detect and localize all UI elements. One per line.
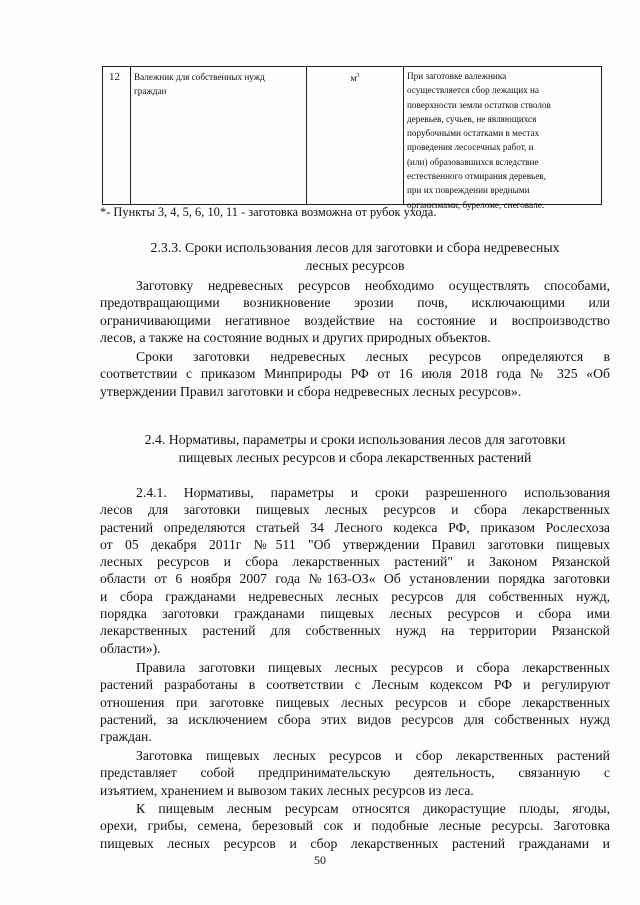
text-line: Правила заготовки пищевых лесных ресурсов и сбора лекарственных (136, 660, 610, 675)
paragraph-2-4-1 (100, 484, 610, 657)
text-line: Заготовку недревесных ресурсов необходимо осуществлять способами, (136, 278, 610, 293)
row-number-cell: 12 (103, 67, 131, 204)
note-line: порубочными остатками в местах (407, 128, 540, 139)
note-line: организмами, буреломе, снеговале. (407, 199, 545, 210)
text-line: 2.4.1. Нормативы, параметры и сроки разрешенного использования (136, 485, 610, 500)
resource-name-line: Валежник для собственных нужд (134, 72, 265, 82)
text-line: и сбора гражданами недревесных лесных ресурсов для собственных нужд, (100, 588, 610, 604)
note-line: при их повреждении вредными (407, 185, 530, 196)
resource-name-line: граждан (134, 86, 167, 97)
text-line: граждан. (100, 729, 152, 745)
section-2-3-3-heading (100, 239, 610, 274)
paragraph-business (100, 747, 610, 799)
note-line: поверхности земли остатков стволов (407, 99, 551, 110)
text-line: порядка заготовки гражданами пищевых лесных ресурсов и сбора ими (100, 606, 610, 622)
text-line: лесов для заготовки пищевых лесных ресурсов и сбора лекарственных (100, 502, 610, 518)
text-line: растений определяются статьей 34 Лесного кодекса РФ, приказом Рослесхоза (100, 519, 610, 535)
note-line: проведения лесосечных работ, и (407, 142, 534, 153)
unit-exponent: 3 (356, 73, 360, 79)
text-line: предотвращающими возникновение эрозии почв, исключающими или (100, 295, 610, 311)
paragraph-food-resources (100, 800, 610, 852)
text-line: растений, за исключением сбора этих видов ресурсов для собственных нужд (100, 711, 610, 727)
text-line: лесов, а также на состояние водных и других природных объектов. (100, 329, 491, 345)
paragraph-rules (100, 659, 610, 745)
text-line: ограничивающими негативное воздействие на состояние и воспроизводство (100, 312, 610, 328)
note-cell (404, 67, 601, 210)
text-line: от 05 декабря 2011г №511 "Об утверждении Правил заготовки пищевых (100, 536, 610, 552)
paragraph-terms (100, 348, 610, 400)
section-2-4-heading (100, 431, 610, 466)
paragraph-erosion (100, 277, 610, 346)
text-line: орехи, грибы, семена, березовый сок и подобные лесные ресурсы. Заготовка (100, 818, 610, 834)
resource-name-cell (131, 67, 307, 204)
page-number: 50 (314, 853, 326, 867)
heading-line: пищевых лесных ресурсов и сбора лекарственных растений (178, 449, 532, 465)
note-line: естественного отмирания деревьев, (407, 171, 546, 182)
text-line: лекарственных растений для собственных нужд на территории Рязанской (100, 623, 610, 639)
text-line: области от 6 ноября 2007 года №163-ОЗ« Об установлении порядка заготовки (100, 571, 610, 587)
text-line: К пищевым лесным ресурсам относятся дикорастущие плоды, ягоды, (136, 801, 610, 816)
text-line: растений разработаны в соответствии с Лесным кодексом РФ и регулируют (100, 677, 610, 693)
text-line: пищевых лесных ресурсов и сбор лекарственных растений гражданами и (100, 835, 610, 851)
text-line: Заготовка пищевых лесных ресурсов и сбор лекарственных растений (136, 748, 610, 763)
note-line: При заготовке валежника (407, 71, 507, 81)
text-line: представляет собой предпринимательскую деятельность, связанную с (100, 765, 610, 781)
text-line: соответствии с приказом Минприроды РФ от 16 июля 2018 года № 325 «Об (100, 366, 610, 382)
note-line: деревьев, сучьев, не являющихся (407, 113, 537, 124)
text-line: утверждении Правил заготовки и сбора недревесных лесных ресурсов». (100, 383, 522, 399)
text-line: отношения при заготовке пищевых лесных ресурсов и сборе лекарственных (100, 694, 610, 710)
note-line: осуществляется сбор лежащих на (407, 85, 539, 96)
note-line: (или) образовавшихся вследствие (407, 156, 539, 167)
heading-line: лесных ресурсов (305, 257, 405, 273)
text-line: области»). (100, 640, 161, 656)
unit-base: м (350, 74, 357, 85)
forest-resource-table (102, 66, 602, 210)
unit-cell (307, 67, 404, 204)
heading-line: 2.4. Нормативы, параметры и сроки использования лесов для заготовки (144, 432, 566, 447)
text-line: лесных ресурсов и сбора лекарственных растений" и Законом Рязанской (100, 554, 610, 570)
table-footnote: *- Пункты 3, 4, 5, 6, 10, 11 - заготовка возможна от рубок ухода. (100, 205, 437, 219)
text-line: Сроки заготовки недревесных лесных ресурсов определяются в (136, 349, 610, 364)
text-line: изъятием, хранением и вывозом таких лесных ресурсов из леса. (100, 782, 474, 798)
heading-line: 2.3.3. Сроки использования лесов для заготовки и сбора недревесных (150, 240, 560, 255)
